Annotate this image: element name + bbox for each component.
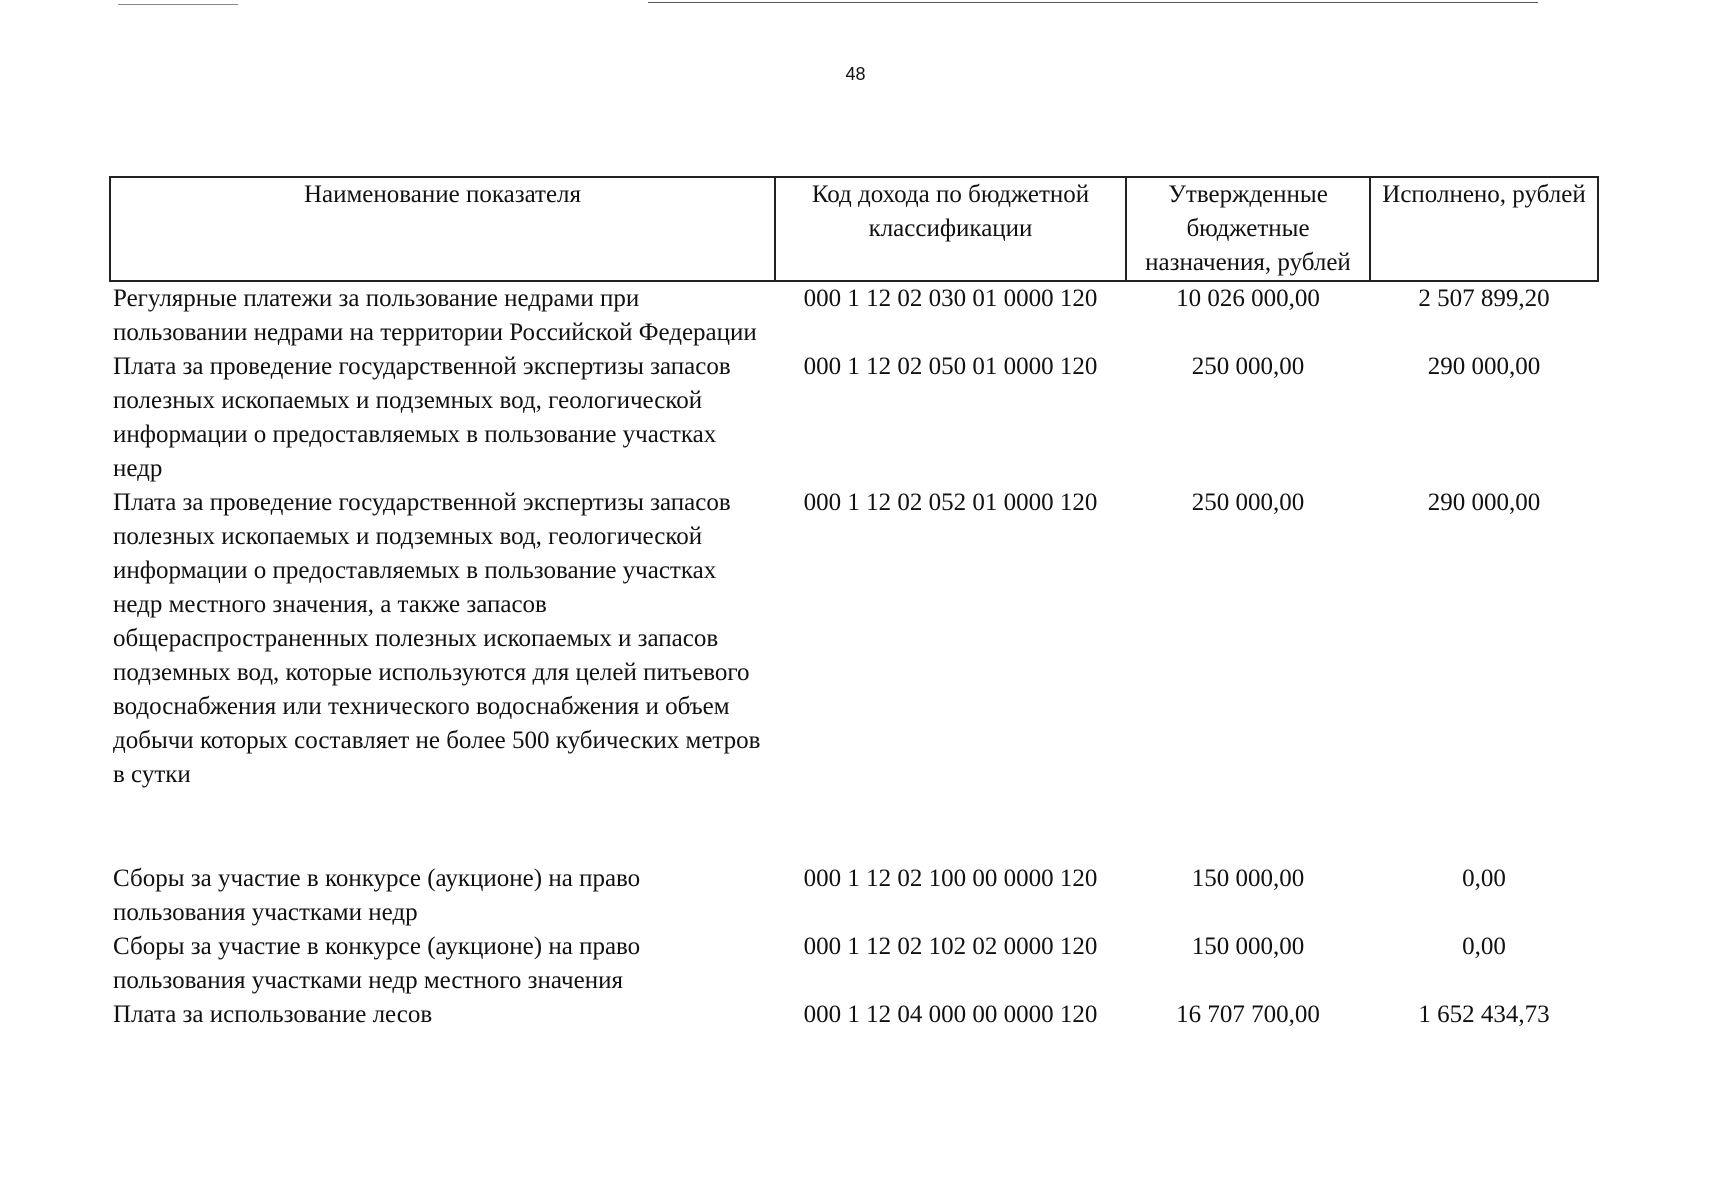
page-number: 48 <box>845 64 866 84</box>
row-approved: 150 000,00 <box>1191 933 1305 960</box>
table-row <box>110 486 1598 792</box>
table-row <box>110 281 1598 350</box>
budget-table <box>109 176 1599 1032</box>
row-code: 000 1 12 04 000 00 0000 120 <box>803 1001 1098 1028</box>
header-row <box>110 177 1598 281</box>
row-approved: 16 707 700,00 <box>1176 1001 1320 1028</box>
row-spacer <box>110 792 1598 862</box>
row-code: 000 1 12 02 102 02 0000 120 <box>803 933 1098 960</box>
row-name: Плата за проведение государственной экспертизы запасов полезных ископаемых и подземных вод, геологической информации о предоставляемых в пользование участках недр местного значения, а также запасов общераспространенных полезных ископаемых и запасов подземных вод, которые используются для целей питьевого водоснабжения или технического водоснабжения и объем добычи которых составляет не более 500 кубических метров в сутки <box>113 489 761 788</box>
row-approved: 250 000,00 <box>1191 353 1305 380</box>
row-executed: 0,00 <box>1462 865 1506 892</box>
row-executed: 0,00 <box>1462 933 1506 960</box>
row-code: 000 1 12 02 100 00 0000 120 <box>803 865 1098 892</box>
header-approved: Утвержденные бюджетные назначения, рублей <box>1126 177 1370 281</box>
row-code: 000 1 12 02 050 01 0000 120 <box>803 353 1098 380</box>
table-row <box>110 930 1598 998</box>
row-name: Сборы за участие в конкурсе (аукционе) на право пользования участками недр местного значения <box>113 933 641 994</box>
row-executed: 290 000,00 <box>1427 489 1541 516</box>
header-executed: Исполнено, рублей <box>1370 177 1598 281</box>
row-name: Регулярные платежи за пользование недрами при пользовании недрами на территории Российской Федерации <box>113 285 757 346</box>
row-approved: 150 000,00 <box>1191 865 1305 892</box>
row-name: Плата за использование лесов <box>113 1001 433 1028</box>
table-header <box>110 177 1598 281</box>
row-code: 000 1 12 02 030 01 0000 120 <box>803 285 1098 312</box>
row-approved: 10 026 000,00 <box>1176 285 1320 312</box>
table-row <box>110 862 1598 930</box>
table-row <box>110 350 1598 486</box>
header-name: Наименование показателя <box>110 177 775 281</box>
header-code: Код дохода по бюджетной классификации <box>775 177 1126 281</box>
table-body <box>110 281 1598 1032</box>
row-name: Плата за проведение государственной экспертизы запасов полезных ископаемых и подземных вод, геологической информации о предоставляемых в пользование участках недр <box>113 353 731 482</box>
row-code: 000 1 12 02 052 01 0000 120 <box>803 489 1098 516</box>
table-row <box>110 998 1598 1032</box>
row-executed: 290 000,00 <box>1427 353 1541 380</box>
row-name: Сборы за участие в конкурсе (аукционе) на право пользования участками недр <box>113 865 641 926</box>
top-rule-right <box>648 2 1538 3</box>
row-executed: 2 507 899,20 <box>1418 285 1550 312</box>
top-rule-left <box>118 4 238 5</box>
row-executed: 1 652 434,73 <box>1418 1001 1550 1028</box>
row-approved: 250 000,00 <box>1191 489 1305 516</box>
